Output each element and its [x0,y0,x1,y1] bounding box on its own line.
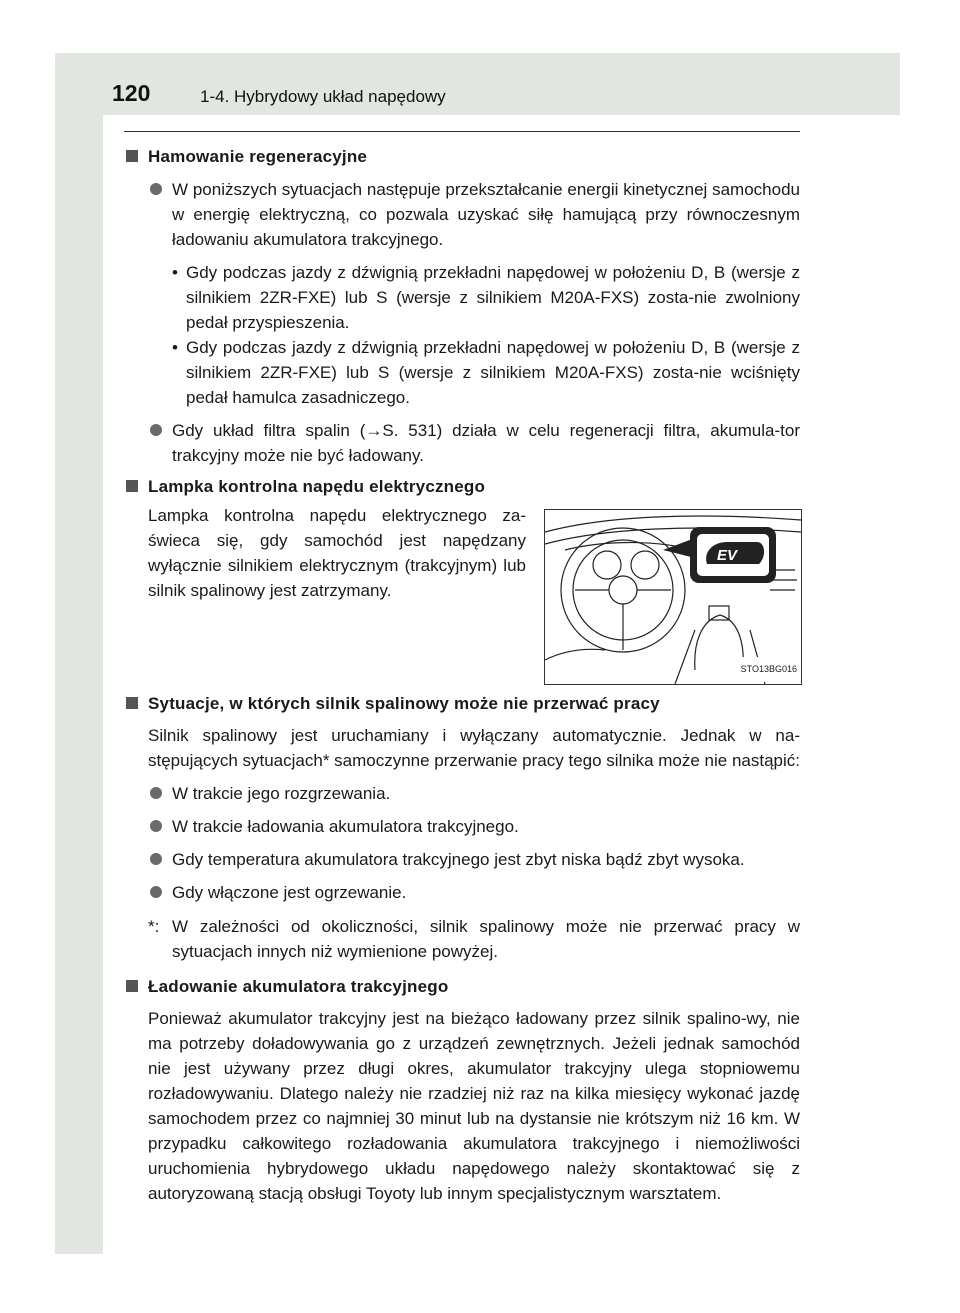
bullet-item: Gdy układ filtra spalin (→S. 531) działa w celu regeneracji filtra, akumula-tor trakcyjny może nie być ładowany. [124,418,800,468]
side-strip [55,53,103,1254]
bullet-item: W poniższych sytuacjach następuje przekształcanie energii kinetycznej samochodu w energię elektryczną, co pozwala uzyskać siłę hamującą przy równoczesnym ładowaniu akumulatora trakcyjnego. [124,177,800,252]
square-bullet-icon [126,697,138,709]
figure-code: STO13BG016 [739,657,799,682]
square-bullet-icon [126,980,138,992]
page-number: 120 [112,80,151,106]
ev-indicator-block [124,503,800,685]
chapter-title: 1-4. Hybrydowy układ napędowy [200,87,446,106]
ev-indicator-text: Lampka kontrolna napędu elektrycznego za-świeca się, gdy samochód jest napędzany wyłącznie silnikiem elektrycznym (trakcyjnym) lub silnik spalinowy jest zatrzymany. [148,506,526,600]
sub-item: • Gdy podczas jazdy z dźwignią przekładni napędowej w położeniu D, B (wersje z silnikiem 2ZR-FXE) lub S (wersje z silnikiem M20A-FXS) zosta-nie wciśnięty pedał hamulca zasadniczego. [172,338,800,407]
footnote: *: W zależności od okoliczności, silnik spalinowy może nie przerwać pracy w sytuacjach innych niż wymienione powyżej. [148,917,800,961]
circle-bullet-icon [150,820,162,832]
bullet-item: W trakcie jego rozgrzewania. [124,781,800,806]
section-heading-engine-stop: Sytuacje, w których silnik spalinowy może nie przerwać pracy [124,691,800,716]
section-heading-ev-indicator: Lampka kontrolna napędu elektrycznego [124,474,800,499]
bullet-item: W trakcie ładowania akumulatora trakcyjnego. [124,814,800,839]
header-rule [124,131,800,132]
header-band [55,53,900,115]
circle-bullet-icon [150,424,162,436]
section-heading-regenerative-braking: Hamowanie regeneracyjne [124,144,800,169]
square-bullet-icon [126,480,138,492]
engine-stop-intro: Silnik spalinowy jest uruchamiany i wyłączany automatycznie. Jednak w na-stępujących sytuacjach* samoczynne przerwanie pracy tego silnika może nie nastąpić: [148,726,800,770]
dashboard-illustration [544,509,802,685]
battery-charging-text: Ponieważ akumulator trakcyjny jest na bieżąco ładowany przez silnik spalino-wy, nie ma potrzeby doładowywania go z urządzeń zewnętrznych. Jeżeli jednak samochód nie jest używany przez długi okres, akumulator trakcyjny ulega stopniowemu rozładowywaniu. Dlatego należy nie rzadziej niż raz na kilka miesięcy wykonać jazdę samochodem przez co najmniej 30 minut lub na dystansie nie krótszym niż 16 km. W przypadku całkowitego rozładowania akumulatora trakcyjnego i niemożliwości uruchomienia hybrydowego układu napędowego należy skontaktować się z autoryzowaną stacją obsługi Toyoty lub innym specjalistycznym warsztatem. [148,1009,800,1203]
circle-bullet-icon [150,853,162,865]
circle-bullet-icon [150,886,162,898]
bullet-item: Gdy temperatura akumulatora trakcyjnego jest zbyt niska bądź zbyt wysoka. [124,847,800,872]
sub-item: • Gdy podczas jazdy z dźwignią przekładni napędowej w położeniu D, B (wersje z silnikiem 2ZR-FXE) lub S (wersje z silnikiem M20A-FXS) zosta-nie zwolniony pedał przyspieszenia. [172,263,800,332]
ev-indicator-icon: EV [717,547,738,564]
bullet-item: Gdy włączone jest ogrzewanie. [124,880,800,905]
circle-bullet-icon [150,787,162,799]
circle-bullet-icon [150,183,162,195]
page-content [124,138,800,1206]
square-bullet-icon [126,150,138,162]
section-heading-battery-charging: Ładowanie akumulatora trakcyjnego [124,974,800,999]
